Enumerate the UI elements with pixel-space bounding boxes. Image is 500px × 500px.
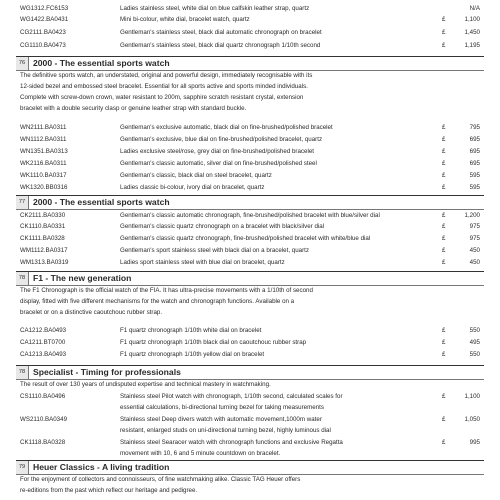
product-description: Gentleman's exclusive, blue dial on fine-brushed/polished bracelet, quartz bbox=[120, 136, 323, 143]
price: 595 bbox=[469, 172, 480, 179]
currency: £ bbox=[442, 339, 446, 346]
price: 695 bbox=[469, 136, 480, 143]
product-description: Gentleman's classic automatic, silver dial on fine-brushed/polished steel bbox=[120, 160, 317, 167]
price: 595 bbox=[469, 184, 480, 191]
product-row bbox=[20, 3, 480, 14]
product-description: Stainless steel Pilot watch with chronograph, 1/10th second, calculated scales for bbox=[120, 393, 343, 400]
price: 975 bbox=[469, 223, 480, 230]
section-number: 79 bbox=[16, 461, 29, 474]
currency: £ bbox=[442, 235, 446, 242]
product-description: Stainless steel Searacer watch with chronograph functions and exclusive Regatta bbox=[120, 439, 343, 446]
product-row bbox=[20, 158, 480, 169]
price: 1,050 bbox=[464, 416, 480, 423]
product-description: F1 quartz chronograph 1/10th black dial on caoutchouc rubber strap bbox=[120, 339, 307, 346]
product-code: WG1422.BA0431 bbox=[20, 16, 69, 23]
product-row-continuation bbox=[20, 402, 480, 413]
product-row bbox=[20, 257, 480, 268]
section-title: 2000 - The essential sports watch bbox=[33, 197, 170, 207]
product-code: WM1313.BA0319 bbox=[20, 259, 69, 266]
currency: £ bbox=[442, 16, 446, 23]
price: 795 bbox=[469, 124, 480, 131]
product-code: WN2111.BA0311 bbox=[20, 124, 67, 131]
product-row bbox=[20, 414, 480, 425]
currency: £ bbox=[442, 416, 446, 423]
price: 995 bbox=[469, 439, 480, 446]
price: 1,100 bbox=[464, 16, 480, 23]
product-code: WN1112.BA0311 bbox=[20, 136, 67, 143]
currency: £ bbox=[442, 393, 446, 400]
currency: £ bbox=[442, 351, 446, 358]
product-description: F1 quartz chronograph 1/10th yellow dial on bracelet bbox=[120, 351, 265, 358]
price: 695 bbox=[469, 148, 480, 155]
price: 1,195 bbox=[464, 42, 480, 49]
product-row-continuation bbox=[20, 425, 480, 436]
price: N/A bbox=[469, 5, 480, 12]
product-description-line2: essential calculations, bi-directional turning bezel for taking measurements bbox=[120, 404, 324, 411]
section-intro-line: The definitive sports watch, an understated, original and powerful design, immediately recognisable with its bbox=[20, 72, 313, 79]
section-header bbox=[16, 271, 484, 286]
product-code: WS2110.BA0349 bbox=[20, 416, 68, 423]
section-header bbox=[16, 365, 484, 380]
price: 1,200 bbox=[464, 212, 480, 219]
currency: £ bbox=[442, 247, 446, 254]
currency: £ bbox=[442, 172, 446, 179]
currency: £ bbox=[442, 148, 446, 155]
product-row bbox=[20, 182, 480, 193]
product-row bbox=[20, 221, 480, 232]
currency: £ bbox=[442, 160, 446, 167]
product-description: Ladies sport stainless steel with blue dial on bracelet, quartz bbox=[120, 259, 285, 266]
product-code: CA1211.BT0700 bbox=[20, 339, 66, 346]
section-title: Heuer Classics - A living tradition bbox=[33, 462, 170, 472]
section-intro-line: For the enjoyment of collectors and connoisseurs, of fine watchmaking alike. Classic TAG Heuer offers bbox=[20, 476, 301, 483]
currency: £ bbox=[442, 29, 446, 36]
product-description: Gentleman's classic quartz chronograph on a bracelet with black/silver dial bbox=[120, 223, 325, 230]
currency: £ bbox=[442, 124, 446, 131]
product-code: CA1213.BA0493 bbox=[20, 351, 67, 358]
price: 695 bbox=[469, 160, 480, 167]
currency: £ bbox=[442, 42, 446, 49]
product-description: Ladies classic bi-colour, ivory dial on bracelet, quartz bbox=[120, 184, 265, 191]
section-intro-line: bracelet with a double security clasp or genuine leather strap with standard buckle. bbox=[20, 105, 247, 112]
product-description: Gentleman's sport stainless steel with black dial on a bracelet, quartz bbox=[120, 247, 309, 254]
product-row bbox=[20, 349, 480, 360]
product-row bbox=[20, 391, 480, 402]
product-code: CA1212.BA0493 bbox=[20, 327, 67, 334]
section-number: 76 bbox=[16, 57, 29, 70]
product-description: Gentleman's stainless steel, black dial automatic chronograph on bracelet bbox=[120, 29, 322, 36]
price: 1,450 bbox=[464, 29, 480, 36]
price: 450 bbox=[469, 259, 480, 266]
product-code: WK2116.BA0311 bbox=[20, 160, 67, 167]
section-intro-line: bracelet or on a distinctive caoutchouc rubber strap. bbox=[20, 309, 163, 316]
product-row bbox=[20, 325, 480, 336]
price: 550 bbox=[469, 351, 480, 358]
product-description: Gentleman's classic quartz chronograph, fine-brushed/polished bracelet with white/blue dial bbox=[120, 235, 371, 242]
product-code: WK1320.BB0316 bbox=[20, 184, 68, 191]
product-code: CG2111.BA0423 bbox=[20, 29, 66, 36]
product-description-line2: movement with 10, 6 and 5 minute countdown on bracelet. bbox=[120, 450, 281, 457]
product-code: CK1111.BA0328 bbox=[20, 235, 65, 242]
product-description: Gentleman's exclusive automatic, black dial on fine-brushed/polished bracelet bbox=[120, 124, 333, 131]
section-title: F1 - The new generation bbox=[33, 273, 132, 283]
currency: £ bbox=[442, 439, 446, 446]
section-title: Specialist - Timing for professionals bbox=[33, 367, 181, 377]
product-row bbox=[20, 27, 480, 38]
section-header bbox=[16, 195, 484, 210]
currency: £ bbox=[442, 184, 446, 191]
product-code: WG1312.FC6153 bbox=[20, 5, 69, 12]
product-row bbox=[20, 245, 480, 256]
product-row bbox=[20, 146, 480, 157]
section-intro-line: display, fitted with five different mechanisms for the watch and chronograph functions. Available on a bbox=[20, 298, 295, 305]
product-row bbox=[20, 210, 480, 221]
product-row bbox=[20, 14, 480, 25]
section-header bbox=[16, 460, 484, 475]
product-row bbox=[20, 134, 480, 145]
product-row bbox=[20, 233, 480, 244]
section-number: 77 bbox=[16, 196, 29, 209]
product-code: CK1118.BA0328 bbox=[20, 439, 66, 446]
product-description: Mini bi-colour, white dial, bracelet watch, quartz bbox=[120, 16, 250, 23]
product-row bbox=[20, 122, 480, 133]
section-intro-line: The result of over 130 years of undisputed expertise and technical mastery in watchmaking. bbox=[20, 381, 271, 388]
currency: £ bbox=[442, 259, 446, 266]
price: 495 bbox=[469, 339, 480, 346]
product-code: CK2111.BA0330 bbox=[20, 212, 66, 219]
price: 1,100 bbox=[464, 393, 480, 400]
product-code: WN1351.BA0313 bbox=[20, 148, 68, 155]
price: 450 bbox=[469, 247, 480, 254]
section-header bbox=[16, 56, 484, 71]
product-description: Gentleman's classic, black dial on steel bracelet, quartz bbox=[120, 172, 272, 179]
section-title: 2000 - The essential sports watch bbox=[33, 58, 170, 68]
product-row bbox=[20, 170, 480, 181]
section-intro-line: Complete with screw-down crown, water resistant to 200m, sapphire scratch resistant crystal, extension bbox=[20, 94, 304, 101]
section-intro-line: re-editions from the past which reflect our heritage and pedigree. bbox=[20, 487, 198, 494]
product-description-line2: resistant, enlarged studs on uni-directional turning bezel, highly luminous dial bbox=[120, 427, 331, 434]
product-row-continuation bbox=[20, 448, 480, 459]
product-code: CG1110.BA0473 bbox=[20, 42, 66, 49]
product-description: Gentleman's classic automatic chronograph, fine-brushed/polished bracelet with blue/silver dial bbox=[120, 212, 380, 219]
section-number: 78 bbox=[16, 366, 29, 379]
product-row bbox=[20, 40, 480, 51]
product-description: Gentleman's stainless steel, black dial quartz chronograph 1/10th second bbox=[120, 42, 321, 49]
product-description: F1 quartz chronograph 1/10th white dial on bracelet bbox=[120, 327, 262, 334]
section-intro-line: The F1 Chronograph is the official watch of the FIA. It has ultra-precise movements with a 1/10th of second bbox=[20, 287, 313, 294]
currency: £ bbox=[442, 327, 446, 334]
product-description: Ladies exclusive steel/rose, grey dial on fine-brushed/polished bracelet bbox=[120, 148, 314, 155]
price: 550 bbox=[469, 327, 480, 334]
currency: £ bbox=[442, 212, 446, 219]
product-code: WM1112.BA0317 bbox=[20, 247, 68, 254]
currency: £ bbox=[442, 223, 446, 230]
product-code: CS1110.BA0496 bbox=[20, 393, 66, 400]
currency: £ bbox=[442, 136, 446, 143]
product-description: Stainless steel Deep divers watch with automatic movement,1000m water bbox=[120, 416, 322, 423]
product-description: Ladies stainless steel, white dial on blue calfskin leather strap, quartz bbox=[120, 5, 310, 12]
product-code: CK1110.BA0331 bbox=[20, 223, 66, 230]
product-code: WK1110.BA0317 bbox=[20, 172, 67, 179]
section-number: 78 bbox=[16, 272, 29, 285]
product-row bbox=[20, 337, 480, 348]
section-intro-line: 12-sided bezel and embossed steel bracelet. Essential for all sports active and sports minded individuals. bbox=[20, 83, 308, 90]
product-row bbox=[20, 437, 480, 448]
price: 975 bbox=[469, 235, 480, 242]
